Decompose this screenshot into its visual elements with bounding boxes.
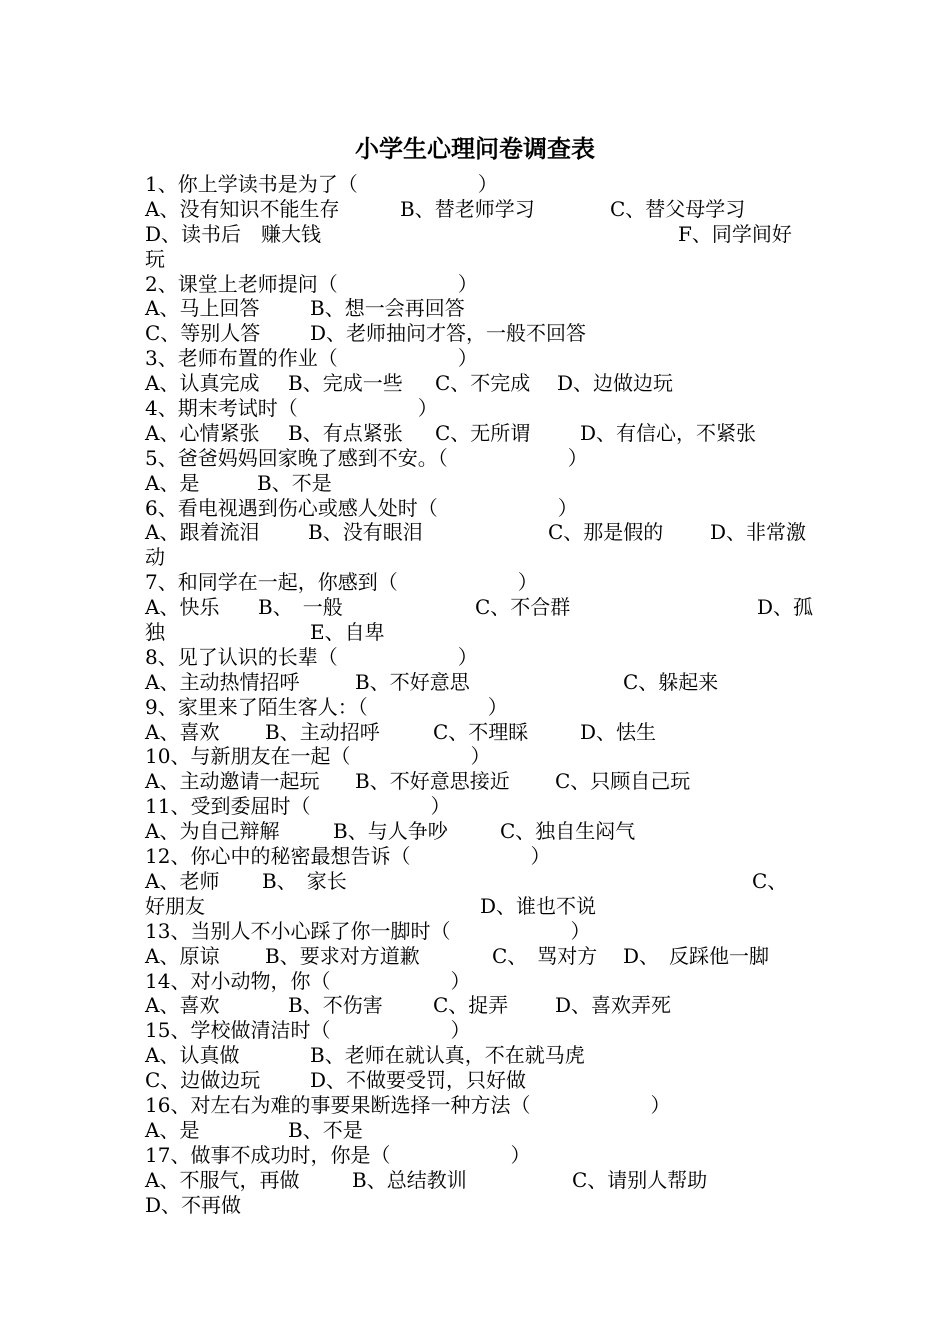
text-line (145, 520, 825, 545)
text-line (145, 744, 825, 769)
line-text: A、快乐 (145, 595, 220, 620)
text-line (145, 1193, 825, 1218)
line-text: 17、做事不成功时，你是（ ） (145, 1142, 531, 1167)
option-text: C、只顾自己玩 (555, 769, 691, 794)
option-text: D、谁也不说 (480, 893, 597, 918)
text-line (145, 819, 825, 844)
option-text: B、不是 (288, 1117, 363, 1142)
text-line (145, 769, 825, 794)
option-text: B、 一般 (258, 595, 343, 620)
line-text: A、原谅 (145, 943, 220, 968)
option-text: F、同学间好 (678, 221, 792, 246)
line-text: 13、当别人不小心踩了你一脚时（ ） (145, 918, 591, 943)
line-text: 7、和同学在一起，你感到（ ） (145, 570, 538, 595)
option-text: D、边做边玩 (557, 371, 674, 396)
option-text: C、那是假的 (548, 520, 664, 545)
text-line (145, 993, 825, 1018)
text-line (145, 869, 825, 894)
text-line (145, 272, 825, 297)
option-text: D、喜欢弄死 (555, 993, 672, 1018)
line-text: 14、对小动物，你（ ） (145, 968, 471, 993)
option-text: C、 骂对方 (492, 943, 598, 968)
line-text: A、是 (145, 1117, 200, 1142)
text-line (145, 1068, 825, 1093)
line-text: 15、学校做清洁时（ ） (145, 1018, 471, 1043)
text-line (145, 446, 825, 471)
text-line (145, 371, 825, 396)
option-text: D、有信心，不紧张 (580, 420, 757, 445)
line-text: A、为自己辩解 (145, 819, 280, 844)
line-text: A、没有知识不能生存 (145, 196, 340, 221)
option-text: D、老师抽问才答，一般不回答 (310, 321, 587, 346)
option-text: D、 反踩他一脚 (623, 943, 770, 968)
text-line (145, 346, 825, 371)
text-line (145, 321, 825, 346)
text-line (145, 1118, 825, 1143)
line-text: 6、看电视遇到伤心或感人处时（ ） (145, 495, 578, 520)
page-title: 小学生心理问卷调查表 (355, 134, 595, 163)
option-text: B、要求对方道歉 (265, 943, 420, 968)
text-line (145, 570, 825, 595)
text-line (145, 844, 825, 869)
line-text: 3、老师布置的作业（ ） (145, 346, 478, 371)
line-text: A、不服气，再做 (145, 1167, 300, 1192)
line-text: A、跟着流泪 (145, 520, 260, 545)
text-line (145, 247, 825, 272)
option-text: B、主动招呼 (265, 719, 380, 744)
option-text: D、孤 (757, 595, 814, 620)
text-line (145, 296, 825, 321)
text-line (145, 894, 825, 919)
option-text: D、怯生 (580, 719, 657, 744)
line-text: 4、期末考试时（ ） (145, 396, 438, 421)
questionnaire-body (145, 172, 825, 1217)
text-line (145, 1168, 825, 1193)
text-line (145, 1093, 825, 1118)
option-text: C、无所谓 (435, 420, 531, 445)
option-text: B、 家长 (262, 868, 347, 893)
text-line (145, 172, 825, 197)
text-line (145, 620, 825, 645)
line-text: 11、受到委屈时（ ） (145, 794, 451, 819)
option-text: B、替老师学习 (400, 196, 535, 221)
text-line (145, 595, 825, 620)
text-line (145, 1043, 825, 1068)
line-text: 8、见了认识的长辈（ ） (145, 644, 478, 669)
text-line (145, 545, 825, 570)
line-text: 独 (145, 620, 165, 645)
line-text: C、等别人答 (145, 321, 261, 346)
text-line (145, 969, 825, 994)
line-text: A、主动热情招呼 (145, 669, 300, 694)
option-text: C、替父母学习 (610, 196, 746, 221)
option-text: C、不合群 (475, 595, 571, 620)
text-line (145, 794, 825, 819)
option-text: D、非常激 (710, 520, 807, 545)
line-text: 玩 (145, 246, 165, 271)
text-line (145, 1143, 825, 1168)
option-text: D、不做要受罚，只好做 (310, 1068, 527, 1093)
option-text: B、不好意思 (355, 669, 470, 694)
text-line (145, 695, 825, 720)
option-text: B、与人争吵 (333, 819, 448, 844)
line-text: 好朋友 (145, 893, 205, 918)
option-text: B、没有眼泪 (308, 520, 423, 545)
line-text: A、喜欢 (145, 993, 220, 1018)
option-text: C、 (752, 868, 788, 893)
line-text: 16、对左右为难的事要果断选择一种方法（ ） (145, 1092, 671, 1117)
text-line (145, 222, 825, 247)
line-text: D、读书后 赚大钱 (145, 221, 322, 246)
line-text: D、不再做 (145, 1192, 242, 1217)
option-text: C、不完成 (435, 371, 531, 396)
line-text: A、老师 (145, 868, 220, 893)
line-text: A、喜欢 (145, 719, 220, 744)
text-line (145, 1018, 825, 1043)
option-text: B、想一会再回答 (310, 296, 465, 321)
option-text: B、不好意思接近 (355, 769, 510, 794)
option-text: B、完成一些 (288, 371, 403, 396)
line-text: A、认真完成 (145, 371, 260, 396)
text-line (145, 670, 825, 695)
option-text: B、不伤害 (288, 993, 383, 1018)
text-line (145, 421, 825, 446)
option-text: E、自卑 (310, 620, 385, 645)
line-text: 2、课堂上老师提问（ ） (145, 271, 478, 296)
option-text: B、有点紧张 (288, 420, 403, 445)
line-text: 12、你心中的秘密最想告诉（ ） (145, 844, 551, 869)
text-line (145, 645, 825, 670)
option-text: B、总结教训 (352, 1167, 467, 1192)
option-text: C、捉弄 (433, 993, 509, 1018)
option-text: C、独自生闷气 (500, 819, 636, 844)
option-text: C、躲起来 (623, 669, 719, 694)
line-text: 9、家里来了陌生客人：（ ） (145, 694, 508, 719)
option-text: C、请别人帮助 (572, 1167, 708, 1192)
option-text: B、老师在就认真，不在就马虎 (310, 1043, 585, 1068)
text-line (145, 197, 825, 222)
text-line (145, 496, 825, 521)
line-text: 1、你上学读书是为了（ ） (145, 172, 498, 196)
line-text: A、马上回答 (145, 296, 260, 321)
text-line (145, 944, 825, 969)
text-line (145, 471, 825, 496)
line-text: C、边做边玩 (145, 1068, 261, 1093)
option-text: C、不理睬 (433, 719, 529, 744)
line-text: A、是 (145, 470, 200, 495)
line-text: 10、与新朋友在一起（ ） (145, 744, 491, 769)
line-text: A、心情紧张 (145, 420, 260, 445)
option-text: B、不是 (257, 470, 332, 495)
text-line (145, 720, 825, 745)
line-text: 动 (145, 545, 165, 570)
text-line (145, 396, 825, 421)
line-text: A、主动邀请一起玩 (145, 769, 320, 794)
line-text: A、认真做 (145, 1043, 240, 1068)
line-text: 5、爸爸妈妈回家晚了感到不安。（ ） (145, 445, 588, 470)
text-line (145, 919, 825, 944)
